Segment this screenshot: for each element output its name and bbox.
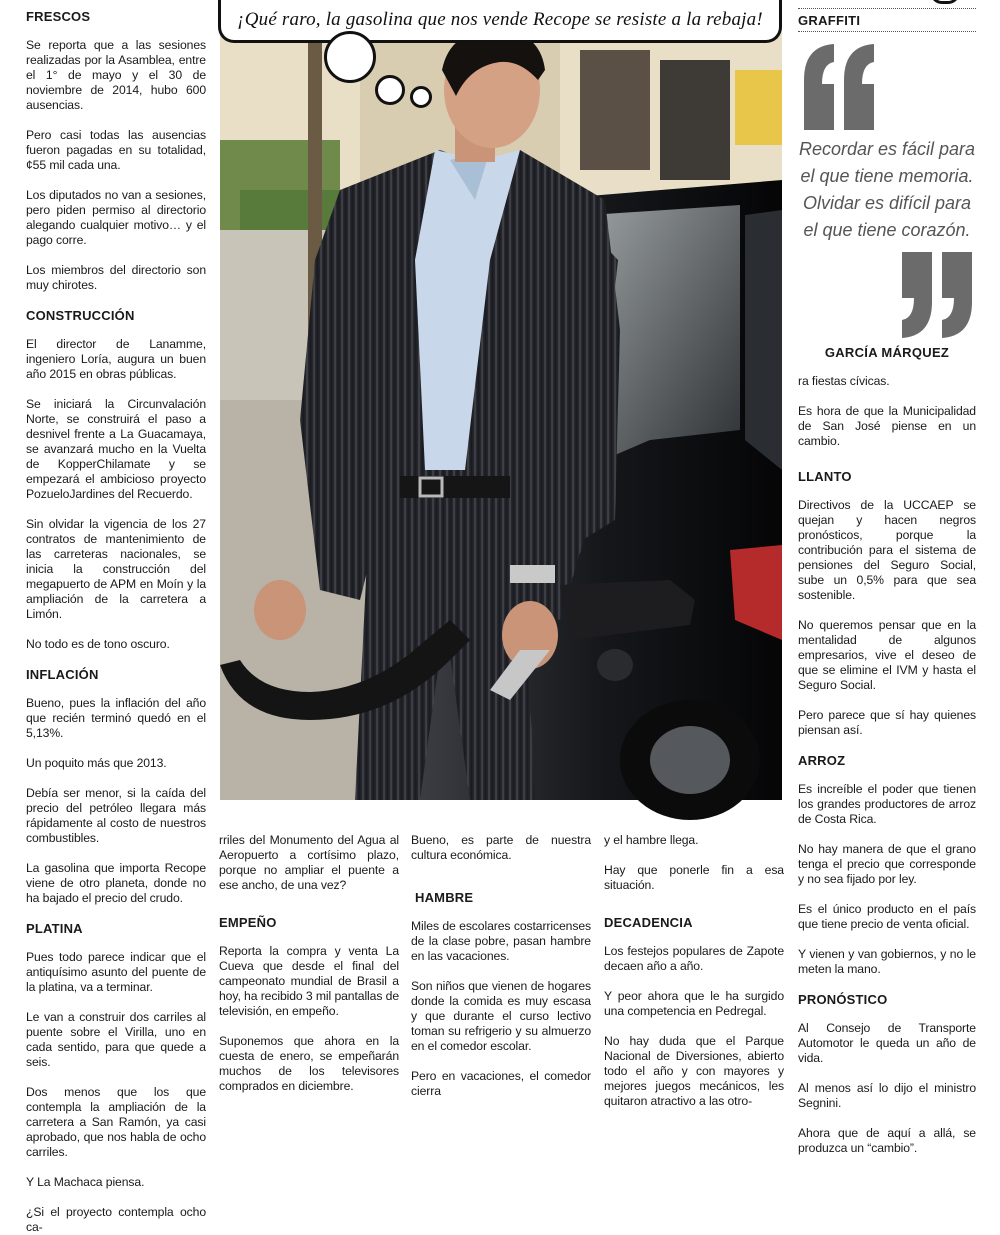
paragraph: Es increíble el poder que tienen los grandes productores de arroz de Costa Rica. — [798, 782, 976, 826]
graffiti-author: GARCÍA MÁRQUEZ — [824, 345, 950, 360]
section-heading-empeno: EMPEÑO — [219, 915, 277, 930]
graffiti-title: GRAFFITI — [798, 13, 861, 28]
left-column — [26, 9, 206, 1235]
thought-dot-medium — [375, 75, 405, 105]
paragraph: Pero casi todas las ausencias fueron pagadas en su totalidad, ¢55 mil cada una. — [26, 128, 206, 172]
paragraph: Suponemos que ahora en la cuesta de enero, se empeñarán muchos de los televisores comprados en diciembre. — [219, 1034, 399, 1093]
paragraph: Reporta la compra y venta La Cueva que desde el final del campeonato mundial de Brasil a hoy, ha recibido 3 mil pantallas de televisión, en empeño. — [219, 944, 399, 1018]
watch — [510, 565, 555, 583]
paragraph: Miles de escolares costarricenses de la clase pobre, pasan hambre en las vacaciones. — [411, 919, 591, 963]
paragraph: Pero en vacaciones, el comedor cierra — [411, 1069, 591, 1098]
section-heading-platina: PLATINA — [26, 921, 83, 936]
section-heading-inflacion: INFLACIÓN — [26, 667, 99, 682]
paragraph: Al menos así lo dijo el ministro Segnini. — [798, 1081, 976, 1110]
paragraph: Es el único producto en el país que tiene precio de venta oficial. — [798, 902, 976, 931]
paragraph: Los festejos populares de Zapote decaen año a año. — [604, 944, 784, 973]
fuel-cap — [597, 649, 633, 681]
paragraph: Y vienen y van gobiernos, y no le meten la mano. — [798, 947, 976, 976]
paragraph: Ahora que de aquí a allá, se produzca un “cambio”. — [798, 1126, 976, 1155]
section-heading-construccion: CONSTRUCCIÓN — [26, 308, 135, 323]
paragraph: La gasolina que importa Recope viene de otro planeta, donde no ha bajado el precio del crudo. — [26, 861, 206, 905]
caption-text: ¡Qué raro, la gasolina que nos vende Recope se resiste a la rebaja! — [237, 9, 763, 30]
section-heading-frescos: FRESCOS — [26, 9, 91, 24]
photo-illustration — [220, 0, 782, 800]
middle-column-1 — [219, 833, 399, 1094]
close-quote-icon — [896, 250, 976, 342]
paragraph: No hay manera de que el grano tenga el precio que corresponde y no sea fijado por ley. — [798, 842, 976, 886]
photo-man-refueling-car — [220, 0, 782, 800]
section-heading-decadencia: DECADENCIA — [604, 915, 693, 930]
middle-column-3 — [604, 833, 784, 1109]
paragraph: Pero parece que sí hay quienes piensan así. — [798, 708, 976, 737]
paragraph: ra fiestas cívicas. — [798, 374, 890, 388]
paragraph: No queremos pensar que en la mentalidad de algunos empresarios, vive el deseo de que se elimine el IVM y hasta el Seguro Social. — [798, 618, 976, 692]
paragraph: y el hambre llega. — [604, 833, 699, 847]
paragraph: Se iniciará la Circunvalación Norte, se construirá el paso a desnivel frente a La Guacamaya, se avanzará mucho en la Vuelta de KopperChilamate y se empezará el ambicioso proyecto PozueloJardines del Recuerdo. — [26, 397, 206, 501]
graffiti-quote: Recordar es fácil para el que tiene memoria. Olvidar es difícil para el que tiene corazón. — [798, 139, 976, 240]
paragraph: Hay que ponerle fin a esa situación. — [604, 863, 784, 892]
section-heading-pronostico: PRONÓSTICO — [798, 992, 888, 1007]
paragraph: Al Consejo de Transporte Automotor le queda un año de vida. — [798, 1021, 976, 1065]
open-quote-icon — [800, 40, 880, 132]
paragraph: Un poquito más que 2013. — [26, 756, 167, 770]
middle-column-2 — [411, 833, 591, 1099]
thought-dot-small — [410, 86, 432, 108]
paragraph: Debía ser menor, si la caída del precio del petróleo llegara más rápidamente al costo de nuestros combustibles. — [26, 786, 206, 845]
belt — [400, 476, 510, 498]
section-heading-hambre: HAMBRE — [415, 890, 474, 905]
paragraph: Y La Machaca piensa. — [26, 1175, 145, 1189]
divider — [798, 8, 976, 9]
paragraph: Pues todo parece indicar que el antiquísimo asunto del puente de la platina, va a terminar. — [26, 950, 206, 994]
paragraph: El director de Lanamme, ingeniero Loría, augura un buen año 2015 en obras públicas. — [26, 337, 206, 381]
paragraph: Son niños que vienen de hogares donde la comida es muy escasa y que durante el curso lectivo toman su refrigerio y su almuerzo en el comedor escolar. — [411, 979, 591, 1053]
right-column — [798, 374, 976, 1156]
paragraph: No hay duda que el Parque Nacional de Diversiones, abierto todo el año y con mayores y mejores juegos mecánicos, les quitaron atractivo a las otro- — [604, 1034, 784, 1108]
paragraph: Es hora de que la Municipalidad de San José piense en un cambio. — [798, 404, 976, 448]
paragraph: Directivos de la UCCAEP se quejan y hacen negros pronósticos, porque la contribución para el sistema de pensiones del Seguro Social, sube un 0,5% para que sea sostenible. — [798, 498, 976, 602]
paragraph: Bueno, es parte de nuestra cultura económica. — [411, 833, 591, 862]
paragraph: Sin olvidar la vigencia de los 27 contratos de mantenimiento de las carreteras nacionales, se inicia la construcción del megapuerto de APM en Moín y la ampliación de la carretera a Limón. — [26, 517, 206, 621]
paragraph: Le van a construir dos carriles al puente sobre el Virilla, uno en cada sentido, para que quede a seis. — [26, 1010, 206, 1069]
paragraph: Dos menos que los que contempla la ampliación de la carretera a San Ramón, ya casi aprobado, que nos habla de ocho carriles. — [26, 1085, 206, 1159]
section-heading-arroz: ARROZ — [798, 753, 846, 768]
paragraph: Se reporta que a las sesiones realizadas por la Asamblea, entre el 1° de mayo y el 30 de noviembre de 2014, hubo 600 ausencias. — [26, 38, 206, 112]
thought-dot-large — [324, 31, 376, 83]
paragraph: Los diputados no van a sesiones, pero piden permiso al directorio alegando cualquier motivo… y el pago corre. — [26, 188, 206, 247]
divider — [798, 31, 976, 32]
caption-bubble — [218, 0, 782, 43]
decorative-arc — [930, 0, 960, 4]
paragraph: Los miembros del directorio son muy chirotes. — [26, 263, 206, 292]
paragraph: ¿Si el proyecto contempla ocho ca- — [26, 1205, 206, 1234]
paragraph: No todo es de tono oscuro. — [26, 637, 170, 651]
section-heading-llanto: LLANTO — [798, 469, 852, 484]
paragraph: rriles del Monumento del Agua al Aeropuerto a cortísimo plazo, porque no ampliar el puente a ese ancho, de una vez? — [219, 833, 399, 892]
paragraph: Y peor ahora que le ha surgido una competencia en Pedregal. — [604, 989, 784, 1018]
paragraph: Bueno, pues la inflación del año que recién terminó quedó en el 5,13%. — [26, 696, 206, 740]
